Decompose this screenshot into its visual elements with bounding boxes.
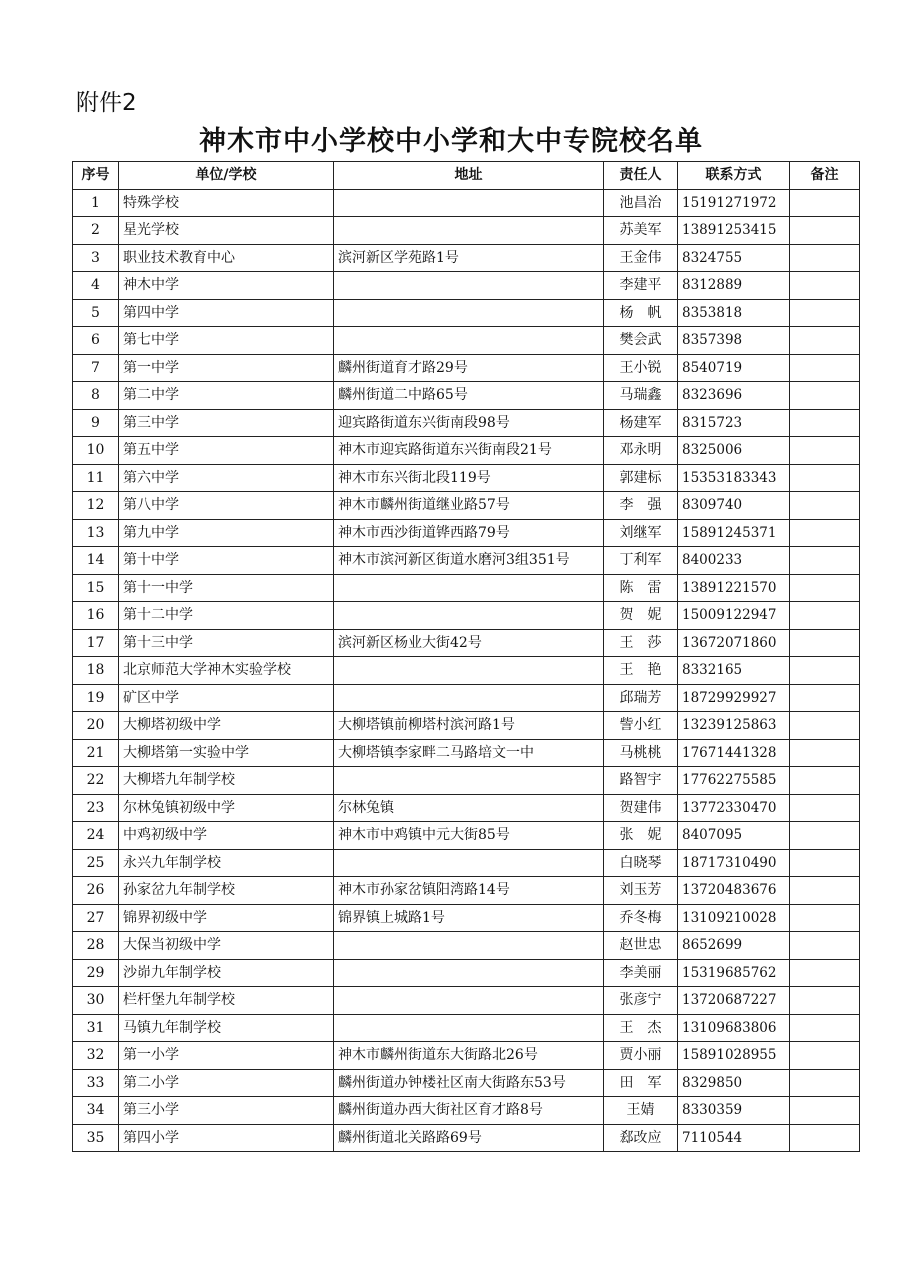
cell-no: 8 [73,382,119,410]
document-title: 神木市中小学校中小学和大中专院校名单 [199,126,703,157]
cell-contact: 15191271972 [678,189,790,217]
cell-remark [790,464,860,492]
cell-remark [790,354,860,382]
cell-no: 31 [73,1014,119,1042]
cell-remark [790,822,860,850]
cell-no: 12 [73,492,119,520]
cell-person: 丁利军 [604,547,678,575]
cell-person: 李建平 [604,272,678,300]
cell-address: 尔林兔镇 [334,794,604,822]
cell-unit: 特殊学校 [119,189,334,217]
cell-unit: 第七中学 [119,327,334,355]
table-row [73,904,860,932]
header-remark: 备注 [790,162,860,190]
cell-unit: 大柳塔九年制学校 [119,767,334,795]
cell-contact: 13239125863 [678,712,790,740]
cell-no: 5 [73,299,119,327]
cell-address: 麟州街道北关路路69号 [334,1124,604,1152]
table-row [73,739,860,767]
table-row [73,354,860,382]
cell-contact: 15009122947 [678,602,790,630]
cell-no: 21 [73,739,119,767]
cell-no: 29 [73,959,119,987]
cell-no: 17 [73,629,119,657]
cell-person: 王 杰 [604,1014,678,1042]
cell-remark [790,629,860,657]
cell-person: 乔冬梅 [604,904,678,932]
cell-unit: 第三中学 [119,409,334,437]
cell-remark [790,877,860,905]
cell-contact: 8330359 [678,1097,790,1125]
cell-no: 35 [73,1124,119,1152]
cell-unit: 第二小学 [119,1069,334,1097]
cell-contact: 8400233 [678,547,790,575]
cell-contact: 13891221570 [678,574,790,602]
cell-remark [790,409,860,437]
cell-contact: 13109683806 [678,1014,790,1042]
cell-remark [790,189,860,217]
cell-person: 马瑞鑫 [604,382,678,410]
cell-remark [790,959,860,987]
cell-unit: 第十三中学 [119,629,334,657]
cell-contact: 8540719 [678,354,790,382]
table-row [73,1097,860,1125]
cell-address: 迎宾路街道东兴街南段98号 [334,409,604,437]
cell-person: 张 妮 [604,822,678,850]
cell-address [334,849,604,877]
table-row [73,849,860,877]
cell-unit: 星光学校 [119,217,334,245]
cell-no: 2 [73,217,119,245]
cell-remark [790,739,860,767]
cell-remark [790,932,860,960]
cell-address: 神木市麟州街道东大街路北26号 [334,1042,604,1070]
cell-address: 神木市滨河新区街道水磨河3组351号 [334,547,604,575]
table-row [73,987,860,1015]
cell-contact: 13720687227 [678,987,790,1015]
cell-address: 大柳塔镇李家畔二马路培文一中 [334,739,604,767]
cell-unit: 第六中学 [119,464,334,492]
table-row [73,712,860,740]
cell-contact: 8323696 [678,382,790,410]
table-header-row [73,162,860,190]
table-row [73,272,860,300]
cell-address [334,932,604,960]
cell-remark [790,1069,860,1097]
cell-unit: 栏杆堡九年制学校 [119,987,334,1015]
cell-person: 李 强 [604,492,678,520]
cell-person: 李美丽 [604,959,678,987]
cell-address [334,299,604,327]
cell-person: 刘玉芳 [604,877,678,905]
cell-address [334,602,604,630]
cell-no: 24 [73,822,119,850]
cell-no: 9 [73,409,119,437]
cell-remark [790,712,860,740]
cell-remark [790,1097,860,1125]
cell-contact: 7110544 [678,1124,790,1152]
cell-unit: 第九中学 [119,519,334,547]
cell-contact: 13891253415 [678,217,790,245]
cell-no: 16 [73,602,119,630]
cell-no: 4 [73,272,119,300]
cell-contact: 8325006 [678,437,790,465]
cell-unit: 永兴九年制学校 [119,849,334,877]
header-address: 地址 [334,162,604,190]
cell-unit: 第二中学 [119,382,334,410]
cell-unit: 第八中学 [119,492,334,520]
cell-no: 33 [73,1069,119,1097]
table-row [73,409,860,437]
table-row [73,1014,860,1042]
cell-contact: 8332165 [678,657,790,685]
cell-person: 王 莎 [604,629,678,657]
cell-no: 15 [73,574,119,602]
cell-unit: 第四中学 [119,299,334,327]
table-row [73,382,860,410]
cell-address [334,767,604,795]
cell-remark [790,1042,860,1070]
cell-person: 郄改应 [604,1124,678,1152]
cell-unit: 第十一中学 [119,574,334,602]
cell-person: 邓永明 [604,437,678,465]
cell-person: 张彦宁 [604,987,678,1015]
cell-unit: 沙峁九年制学校 [119,959,334,987]
cell-contact: 13109210028 [678,904,790,932]
school-roster-table [72,161,860,1152]
cell-contact: 17671441328 [678,739,790,767]
cell-person: 路智宇 [604,767,678,795]
cell-person: 马桃桃 [604,739,678,767]
cell-remark [790,794,860,822]
cell-unit: 第四小学 [119,1124,334,1152]
cell-unit: 大柳塔初级中学 [119,712,334,740]
cell-address [334,959,604,987]
cell-remark [790,684,860,712]
table-row [73,327,860,355]
cell-person: 贺建伟 [604,794,678,822]
cell-person: 杨建军 [604,409,678,437]
cell-no: 18 [73,657,119,685]
cell-contact: 8324755 [678,244,790,272]
cell-contact: 18729929927 [678,684,790,712]
table-row [73,767,860,795]
table-row [73,602,860,630]
cell-contact: 8315723 [678,409,790,437]
cell-address [334,657,604,685]
cell-contact: 15891028955 [678,1042,790,1070]
table-row [73,574,860,602]
cell-address [334,327,604,355]
cell-address: 神木市中鸡镇中元大街85号 [334,822,604,850]
cell-no: 34 [73,1097,119,1125]
cell-contact: 15319685762 [678,959,790,987]
table-row [73,959,860,987]
table-row [73,794,860,822]
cell-person: 赵世忠 [604,932,678,960]
table-row [73,519,860,547]
cell-no: 27 [73,904,119,932]
attachment-label: 附件2 [76,90,137,116]
cell-person: 白晓琴 [604,849,678,877]
cell-remark [790,767,860,795]
cell-address [334,574,604,602]
cell-unit: 矿区中学 [119,684,334,712]
cell-unit: 神木中学 [119,272,334,300]
table-row [73,1124,860,1152]
cell-remark [790,547,860,575]
cell-remark [790,217,860,245]
cell-address: 麟州街道育才路29号 [334,354,604,382]
cell-no: 20 [73,712,119,740]
cell-address [334,272,604,300]
cell-person: 苏美军 [604,217,678,245]
cell-person: 訾小红 [604,712,678,740]
cell-unit: 中鸡初级中学 [119,822,334,850]
cell-remark [790,437,860,465]
cell-unit: 第一中学 [119,354,334,382]
cell-no: 23 [73,794,119,822]
header-no: 序号 [73,162,119,190]
table-row [73,189,860,217]
cell-address [334,189,604,217]
cell-no: 10 [73,437,119,465]
cell-person: 樊会武 [604,327,678,355]
cell-person: 刘继军 [604,519,678,547]
cell-person: 陈 雷 [604,574,678,602]
cell-remark [790,602,860,630]
header-unit: 单位/学校 [119,162,334,190]
cell-contact: 13720483676 [678,877,790,905]
header-contact: 联系方式 [678,162,790,190]
cell-no: 14 [73,547,119,575]
cell-contact: 8353818 [678,299,790,327]
cell-person: 郭建标 [604,464,678,492]
cell-no: 26 [73,877,119,905]
cell-contact: 18717310490 [678,849,790,877]
cell-address: 大柳塔镇前柳塔村滨河路1号 [334,712,604,740]
cell-remark [790,657,860,685]
cell-unit: 孙家岔九年制学校 [119,877,334,905]
cell-unit: 尔林兔镇初级中学 [119,794,334,822]
cell-remark [790,272,860,300]
cell-address: 锦界镇上城路1号 [334,904,604,932]
cell-unit: 锦界初级中学 [119,904,334,932]
cell-no: 11 [73,464,119,492]
cell-no: 32 [73,1042,119,1070]
cell-remark [790,492,860,520]
cell-no: 13 [73,519,119,547]
cell-remark [790,849,860,877]
table-row [73,437,860,465]
table-row [73,1069,860,1097]
table-row [73,547,860,575]
cell-remark [790,1014,860,1042]
cell-address: 神木市麟州街道继业路57号 [334,492,604,520]
cell-no: 19 [73,684,119,712]
cell-address: 神木市孙家岔镇阳湾路14号 [334,877,604,905]
table-row [73,244,860,272]
cell-person: 贾小丽 [604,1042,678,1070]
table-row [73,822,860,850]
table-row [73,217,860,245]
cell-no: 30 [73,987,119,1015]
cell-address [334,684,604,712]
cell-contact: 15353183343 [678,464,790,492]
cell-unit: 第五中学 [119,437,334,465]
cell-address [334,987,604,1015]
cell-contact: 8309740 [678,492,790,520]
cell-contact: 8407095 [678,822,790,850]
cell-no: 28 [73,932,119,960]
cell-address: 麟州街道办钟楼社区南大街路东53号 [334,1069,604,1097]
cell-person: 王金伟 [604,244,678,272]
cell-remark [790,574,860,602]
cell-contact: 13772330470 [678,794,790,822]
cell-remark [790,382,860,410]
cell-contact: 13672071860 [678,629,790,657]
table-row [73,464,860,492]
cell-unit: 第十二中学 [119,602,334,630]
cell-remark [790,244,860,272]
cell-contact: 8329850 [678,1069,790,1097]
table-row [73,684,860,712]
cell-unit: 第十中学 [119,547,334,575]
cell-person: 杨 帆 [604,299,678,327]
cell-address: 麟州街道二中路65号 [334,382,604,410]
cell-unit: 马镇九年制学校 [119,1014,334,1042]
table-row [73,629,860,657]
cell-address: 神木市东兴街北段119号 [334,464,604,492]
cell-person: 贺 妮 [604,602,678,630]
cell-no: 22 [73,767,119,795]
cell-person: 王小锐 [604,354,678,382]
cell-unit: 大保当初级中学 [119,932,334,960]
table-row [73,657,860,685]
cell-address: 麟州街道办西大街社区育才路8号 [334,1097,604,1125]
cell-unit: 第三小学 [119,1097,334,1125]
table-body [73,189,860,1152]
cell-person: 王 艳 [604,657,678,685]
cell-person: 邱瑞芳 [604,684,678,712]
cell-contact: 15891245371 [678,519,790,547]
cell-contact: 8652699 [678,932,790,960]
cell-person: 田 军 [604,1069,678,1097]
cell-address: 滨河新区杨业大街42号 [334,629,604,657]
cell-address: 神木市西沙街道铧西路79号 [334,519,604,547]
cell-unit: 第一小学 [119,1042,334,1070]
cell-unit: 北京师范大学神木实验学校 [119,657,334,685]
cell-contact: 17762275585 [678,767,790,795]
table-row [73,1042,860,1070]
cell-address [334,1014,604,1042]
cell-unit: 职业技术教育中心 [119,244,334,272]
cell-remark [790,987,860,1015]
cell-remark [790,519,860,547]
cell-address: 神木市迎宾路街道东兴街南段21号 [334,437,604,465]
cell-remark [790,1124,860,1152]
table-row [73,299,860,327]
cell-person: 池昌治 [604,189,678,217]
cell-contact: 8357398 [678,327,790,355]
cell-no: 25 [73,849,119,877]
table-row [73,492,860,520]
cell-person: 王婧 [604,1097,678,1125]
cell-remark [790,904,860,932]
cell-address [334,217,604,245]
table-row [73,932,860,960]
cell-contact: 8312889 [678,272,790,300]
cell-remark [790,299,860,327]
cell-address: 滨河新区学苑路1号 [334,244,604,272]
table-row [73,877,860,905]
cell-no: 6 [73,327,119,355]
cell-remark [790,327,860,355]
cell-no: 1 [73,189,119,217]
cell-unit: 大柳塔第一实验中学 [119,739,334,767]
cell-no: 7 [73,354,119,382]
header-person: 责任人 [604,162,678,190]
cell-no: 3 [73,244,119,272]
